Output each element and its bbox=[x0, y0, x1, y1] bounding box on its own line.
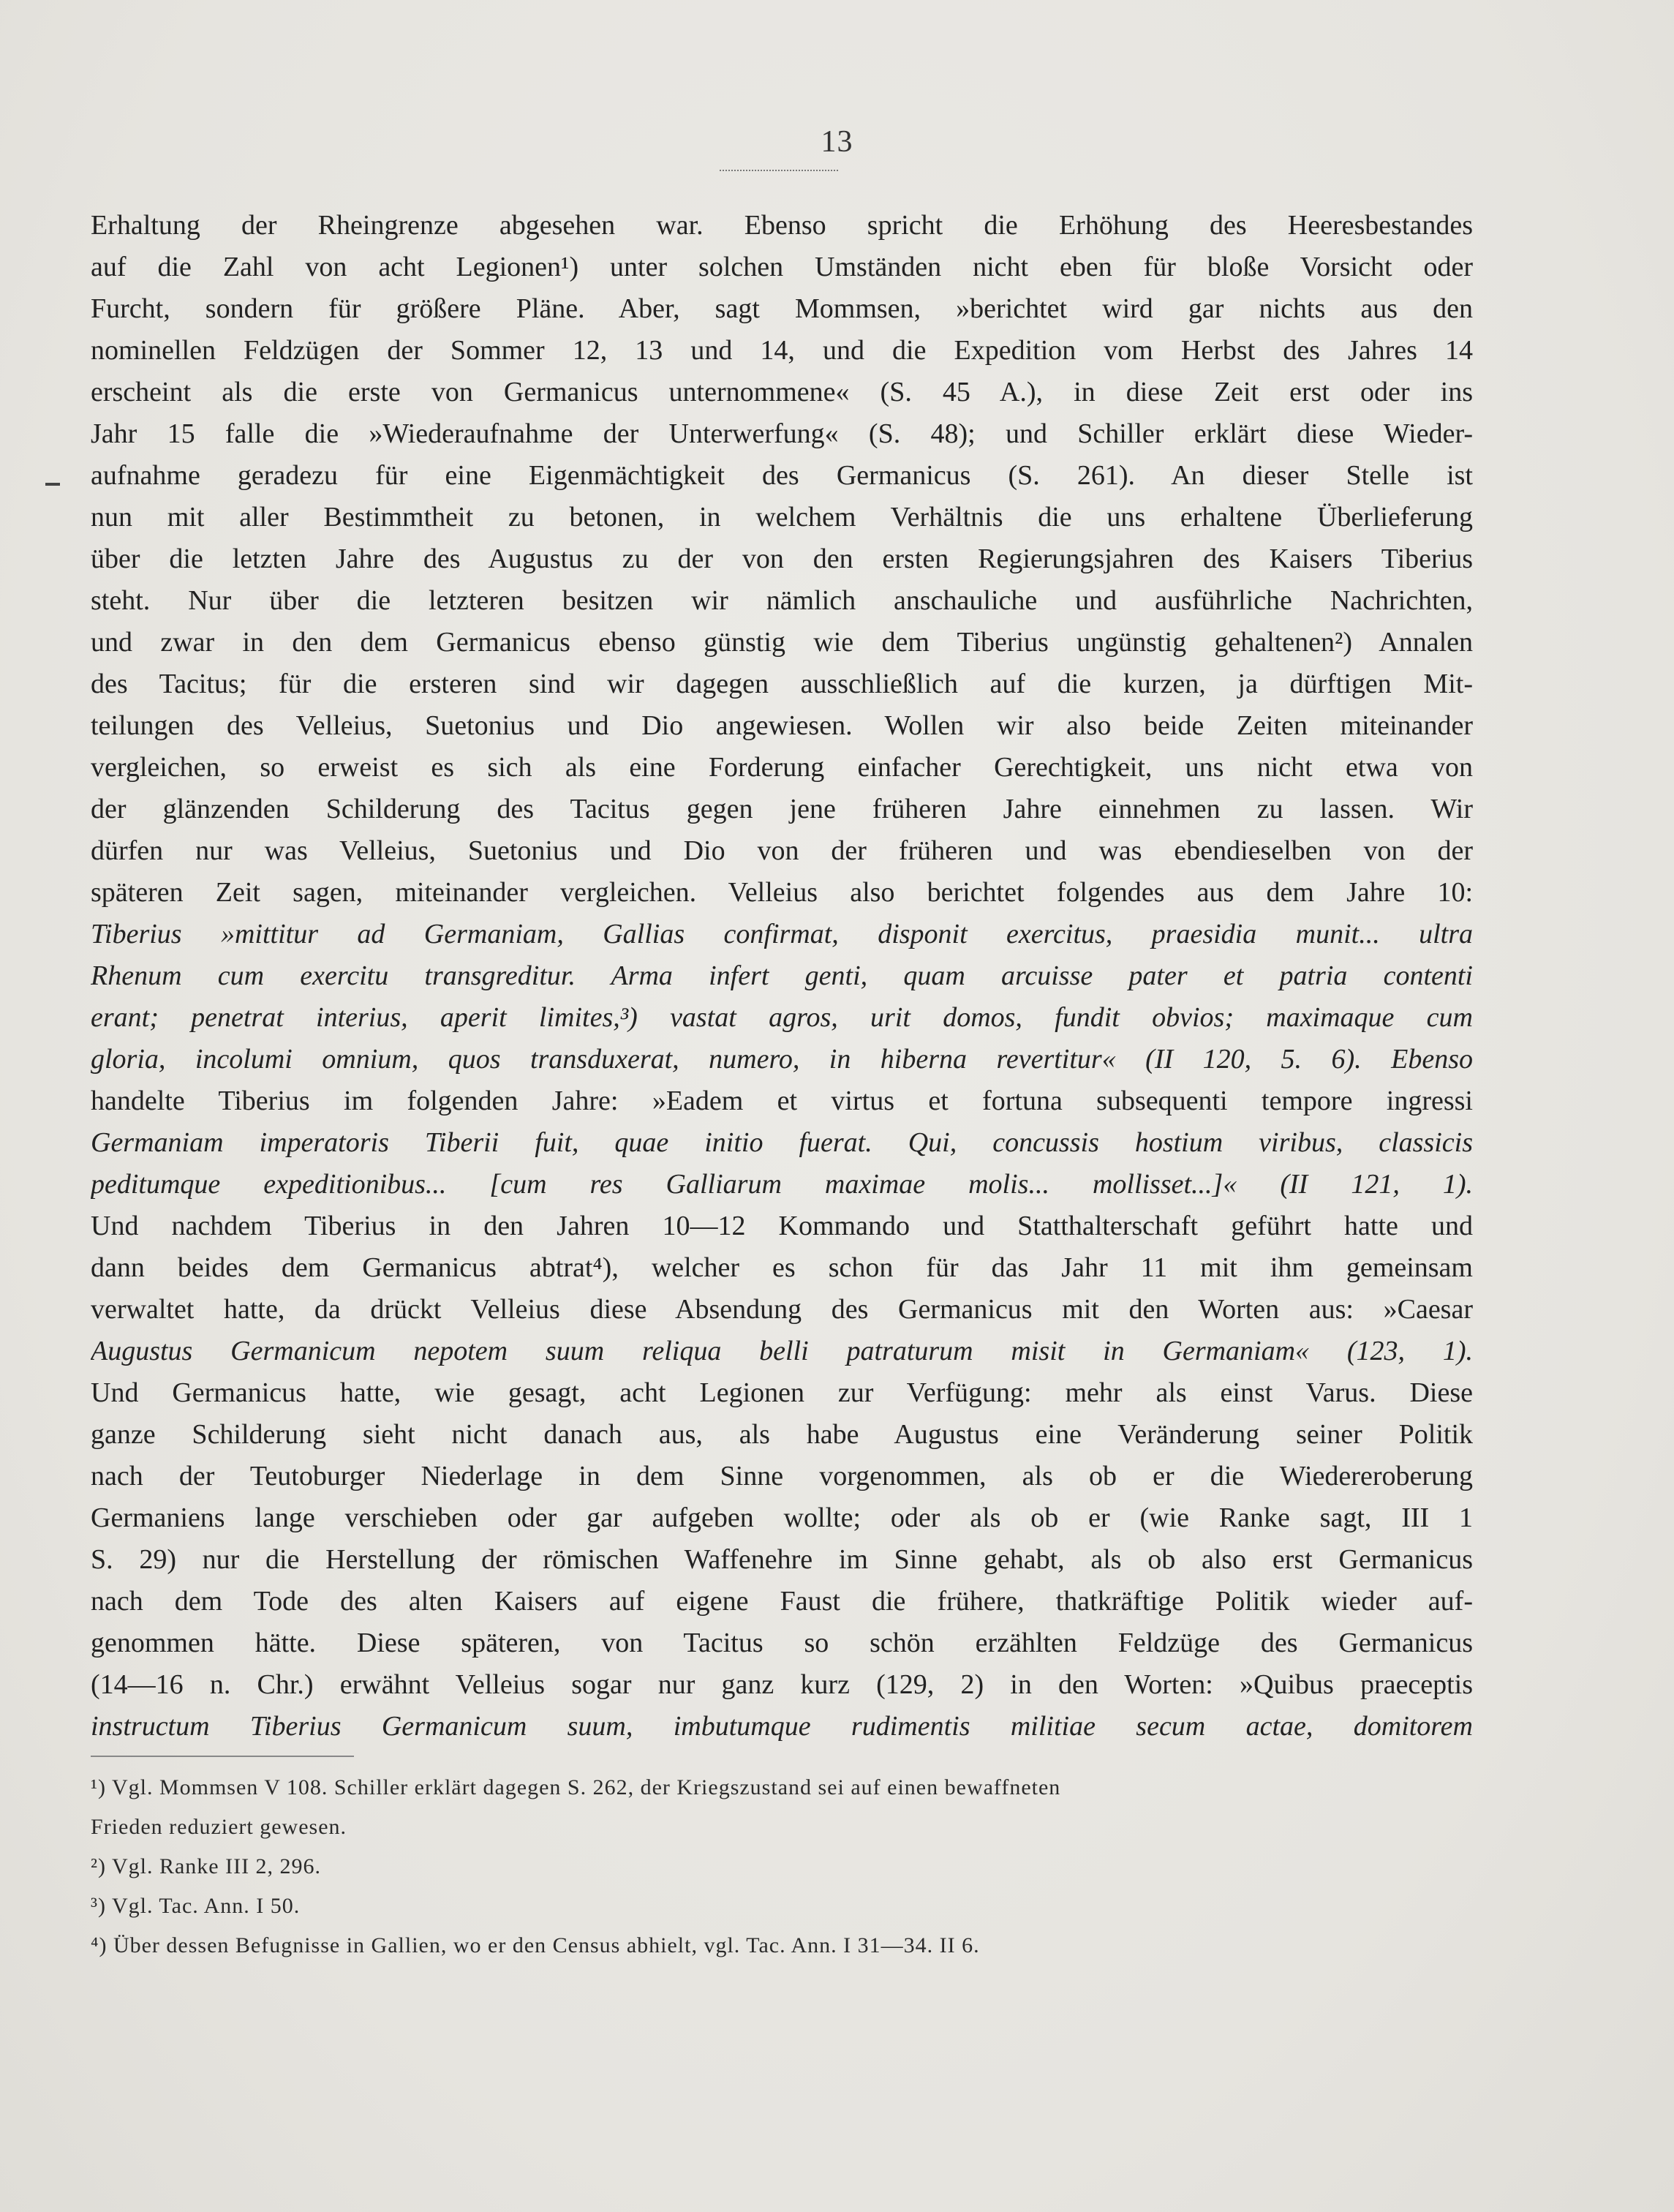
body-line-latin: Augustus Germanicum nepotem suum reliqua belli patraturum misit in Germaniam« (123, 1). bbox=[91, 1336, 1473, 1366]
body-line: der glänzenden Schilderung des Tacitus gegen jene früheren Jahre einnehmen zu lassen. Wir bbox=[91, 794, 1473, 824]
body-line: (14—16 n. Chr.) erwähnt Velleius sogar nur ganz kurz (129, 2) in den Worten: »Quibus praeceptis bbox=[91, 1669, 1473, 1700]
footnote-divider bbox=[91, 1756, 354, 1757]
body-text bbox=[91, 205, 1473, 1748]
body-line: nach der Teutoburger Niederlage in dem Sinne vorgenommen, als ob er die Wiedereroberung bbox=[91, 1461, 1473, 1491]
margin-mark bbox=[45, 483, 60, 486]
footnote: ¹) Vgl. Mommsen V 108. Schiller erklärt dagegen S. 262, der Kriegszustand sei auf einen bewaffneten bbox=[91, 1775, 1061, 1799]
body-line: steht. Nur über die letzteren besitzen wir nämlich anschauliche und ausführliche Nachrichten, bbox=[91, 585, 1473, 616]
body-line: S. 29) nur die Herstellung der römischen Waffenehre im Sinne gehabt, als ob also erst Germanicus bbox=[91, 1544, 1473, 1575]
body-line: Und nachdem Tiberius in den Jahren 10—12 Kommando und Statthalterschaft geführt hatte und bbox=[91, 1211, 1473, 1241]
body-line: vergleichen, so erweist es sich als eine Forderung einfacher Gerechtigkeit, uns nicht etwa von bbox=[91, 752, 1473, 783]
body-line: nun mit aller Bestimmtheit zu betonen, in welchem Verhältnis die uns erhaltene Überlieferung bbox=[91, 502, 1473, 533]
body-line: genommen hätte. Diese späteren, von Tacitus so schön erzählten Feldzüge des Germanicus bbox=[91, 1628, 1473, 1658]
body-line: späteren Zeit sagen, miteinander vergleichen. Velleius also berichtet folgendes aus dem Jahre 10: bbox=[91, 877, 1473, 908]
body-line: ganze Schilderung sieht nicht danach aus, als habe Augustus eine Veränderung seiner Politik bbox=[91, 1419, 1473, 1450]
body-line: dürfen nur was Velleius, Suetonius und Dio von der früheren und was ebendieselben von der bbox=[91, 835, 1473, 866]
body-line: Germaniens lange verschieben oder gar aufgeben wollte; oder als ob er (wie Ranke sagt, III 1 bbox=[91, 1502, 1473, 1533]
body-line: Furcht, sondern für größere Pläne. Aber, sagt Mommsen, »berichtet wird gar nichts aus den bbox=[91, 293, 1473, 324]
body-line-latin: gloria, incolumi omnium, quos transduxerat, numero, in hiberna revertitur« (II 120, 5. 6). Ebenso bbox=[91, 1044, 1473, 1075]
body-line: Und Germanicus hatte, wie gesagt, acht Legionen zur Verfügung: mehr als einst Varus. Diese bbox=[91, 1377, 1473, 1408]
footnotes bbox=[91, 1768, 1473, 1965]
body-line: erscheint als die erste von Germanicus unternommene« (S. 45 A.), in diese Zeit erst oder ins bbox=[91, 377, 1473, 407]
body-line: Erhaltung der Rheingrenze abgesehen war. Ebenso spricht die Erhöhung des Heeresbestandes bbox=[91, 210, 1473, 241]
footnote: ³) Vgl. Tac. Ann. I 50. bbox=[91, 1894, 301, 1918]
page-number: 13 bbox=[821, 125, 853, 159]
body-line: aufnahme geradezu für eine Eigenmächtigkeit des Germanicus (S. 261). An dieser Stelle ist bbox=[91, 460, 1473, 491]
body-line: des Tacitus; für die ersteren sind wir dagegen ausschließlich auf die kurzen, ja dürftigen Mit- bbox=[91, 669, 1473, 699]
page-number-ornament bbox=[720, 165, 838, 171]
body-line: handelte Tiberius im folgenden Jahre: »Eadem et virtus et fortuna subsequenti tempore ingressi bbox=[91, 1086, 1473, 1116]
footnote-continuation: Frieden reduziert gewesen. bbox=[91, 1815, 347, 1839]
body-line-latin: Tiberius »mittitur ad Germaniam, Gallias confirmat, disponit exercitus, praesidia munit... ultra bbox=[91, 919, 1473, 949]
body-line-latin: Germaniam imperatoris Tiberii fuit, quae initio fuerat. Qui, concussis hostium viribus, classicis bbox=[91, 1127, 1473, 1158]
body-line: nominellen Feldzügen der Sommer 12, 13 und 14, und die Expedition vom Herbst des Jahres 14 bbox=[91, 335, 1473, 366]
body-line-latin: Rhenum cum exercitu transgreditur. Arma infert genti, quam arcuisse pater et patria contenti bbox=[91, 960, 1473, 991]
footnote: ⁴) Über dessen Befugnisse in Gallien, wo er den Census abhielt, vgl. Tac. Ann. I 31—34. II 6. bbox=[91, 1933, 980, 1957]
body-line: und zwar in den dem Germanicus ebenso günstig wie dem Tiberius ungünstig gehaltenen²) Annalen bbox=[91, 627, 1473, 658]
footnote: ²) Vgl. Ranke III 2, 296. bbox=[91, 1854, 322, 1878]
body-line: dann beides dem Germanicus abtrat⁴), welcher es schon für das Jahr 11 mit ihm gemeinsam bbox=[91, 1252, 1473, 1283]
body-line-latin: instructum Tiberius Germanicum suum, imbutumque rudimentis militiae secum actae, domitorem bbox=[91, 1711, 1473, 1742]
body-line: verwaltet hatte, da drückt Velleius diese Absendung des Germanicus mit den Worten aus: »Caesar bbox=[91, 1294, 1473, 1325]
body-line: auf die Zahl von acht Legionen¹) unter solchen Umständen nicht eben für bloße Vorsicht oder bbox=[91, 252, 1473, 282]
body-line: teilungen des Velleius, Suetonius und Dio angewiesen. Wollen wir also beide Zeiten miteinander bbox=[91, 710, 1473, 741]
body-line: nach dem Tode des alten Kaisers auf eigene Faust die frühere, thatkräftige Politik wieder auf- bbox=[91, 1586, 1473, 1617]
body-line: über die letzten Jahre des Augustus zu der von den ersten Regierungsjahren des Kaisers Tiberius bbox=[91, 543, 1473, 574]
body-line-latin: peditumque expeditionibus... [cum res Galliarum maximae molis... mollisset...]« (II 121, 1). bbox=[91, 1169, 1473, 1200]
body-line: Jahr 15 falle die »Wiederaufnahme der Unterwerfung« (S. 48); und Schiller erklärt diese Wieder- bbox=[91, 418, 1473, 449]
body-line-latin: erant; penetrat interius, aperit limites,³) vastat agros, urit domos, fundit obvios; maximaque cum bbox=[91, 1002, 1473, 1033]
